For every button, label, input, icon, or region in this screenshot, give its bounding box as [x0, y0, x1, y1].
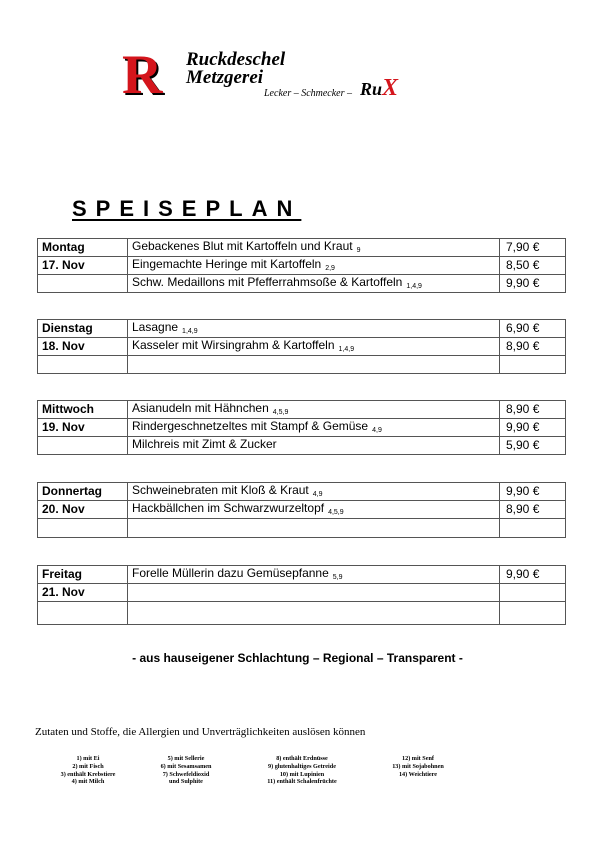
price-cell: 9,90 €: [500, 483, 566, 501]
dish-cell: [128, 566, 500, 584]
day-cell: 17. Nov: [38, 257, 128, 275]
price-cell: 6,90 €: [500, 320, 566, 338]
allergen-item: 1) mit Ei: [76, 755, 100, 762]
logo-tagline: Lecker – Schmecker –: [264, 88, 353, 99]
dish-cell: [128, 338, 500, 356]
menu-row: [38, 275, 566, 293]
day-cell: [38, 437, 128, 455]
allergen-item: 9) glutenhaltiges Getreide: [268, 762, 336, 770]
dish-cell: [128, 519, 500, 538]
allergen-item: 2) mit Fisch: [72, 762, 104, 770]
day-cell: Donnertag: [38, 483, 128, 501]
dish-name: Gebackenes Blut mit Kartoffeln und Kraut: [132, 239, 353, 253]
allergen-codes: 4,5,9: [272, 409, 289, 416]
menu-row: [38, 483, 566, 501]
dish-name: Milchreis mit Zimt & Zucker: [132, 437, 277, 451]
day-cell: [38, 602, 128, 625]
allergen-item: 8) enthält Erdnüsse: [276, 755, 328, 762]
price-cell: [500, 584, 566, 602]
day-cell: Freitag: [38, 566, 128, 584]
dish-cell: [128, 584, 500, 602]
menu-row: [38, 257, 566, 275]
menu-row: [38, 419, 566, 437]
allergen-item: 10) mit Lupinien: [279, 770, 325, 778]
dish-cell: [128, 275, 500, 293]
day-cell: [38, 356, 128, 374]
allergen-item: 13) mit Sojabohnen: [392, 762, 444, 770]
menu-table-thursday: [37, 482, 566, 538]
dish-name: Schweinebraten mit Kloß & Kraut: [132, 483, 309, 497]
price-cell: [500, 519, 566, 538]
logo-letter: R: [122, 44, 161, 106]
menu-row: [38, 501, 566, 519]
allergen-codes: 1,4,9: [182, 328, 198, 335]
dish-cell: [128, 401, 500, 419]
menu-row: [38, 401, 566, 419]
dish-cell: [128, 483, 500, 501]
dish-cell: [128, 257, 500, 275]
day-cell: Montag: [38, 239, 128, 257]
menu-row: [38, 239, 566, 257]
day-cell: 19. Nov: [38, 419, 128, 437]
allergen-codes: 5,9: [332, 574, 343, 581]
allergen-item: 14) Weichtiere: [398, 770, 438, 778]
allergen-item: 12) mit Senf: [402, 755, 434, 762]
logo-rux-prefix: Ru: [360, 79, 383, 99]
price-cell: 9,90 €: [500, 566, 566, 584]
day-cell: Mittwoch: [38, 401, 128, 419]
dish-cell: [128, 602, 500, 625]
price-cell: 8,50 €: [500, 257, 566, 275]
page-title: SPEISEPLAN: [72, 196, 302, 221]
allergen-column: [146, 755, 226, 786]
menu-table-monday: [37, 238, 566, 293]
allergen-item: 3) enthält Krebstiere: [60, 770, 116, 778]
allergen-column: [252, 755, 352, 786]
day-cell: 21. Nov: [38, 584, 128, 602]
allergen-item: 11) enthält Schalenfrüchte: [267, 778, 337, 786]
dish-cell: [128, 320, 500, 338]
allergen-item: 4) mit Milch: [71, 778, 105, 786]
allergen-heading: Zutaten und Stoffe, die Allergien und Unverträglichkeiten auslösen können: [35, 726, 366, 738]
day-cell: [38, 519, 128, 538]
dish-cell: [128, 356, 500, 374]
allergen-item: 5) mit Sellerie: [167, 755, 205, 762]
allergen-codes: 2,9: [325, 265, 335, 272]
logo-rux-x: X: [382, 75, 399, 101]
dish-name: Hackbällchen im Schwarzwurzeltopf: [132, 501, 325, 515]
dish-name: Forelle Müllerin dazu Gemüsepfanne: [132, 566, 329, 580]
logo: [122, 44, 422, 110]
menu-row: [38, 519, 566, 538]
dish-name: Rindergeschnetzeltes mit Stampf & Gemüse: [132, 419, 369, 433]
price-cell: 5,90 €: [500, 437, 566, 455]
menu-row: [38, 356, 566, 374]
day-cell: [38, 275, 128, 293]
menu-table-wednesday: [37, 400, 566, 455]
price-cell: 9,90 €: [500, 419, 566, 437]
dish-cell: [128, 239, 500, 257]
menu-table-tuesday: [37, 319, 566, 374]
menu-row: [38, 320, 566, 338]
menu-row: [38, 602, 566, 625]
allergen-codes: 1,4,9: [406, 283, 422, 290]
allergen-item: 6) mit Sesamsamen: [160, 762, 212, 770]
dish-name: Lasagne: [132, 320, 179, 334]
allergen-codes: 1,4,9: [338, 346, 355, 353]
dish-name: Asianudeln mit Hähnchen: [132, 401, 269, 415]
allergen-item: und Sulphite: [169, 778, 203, 786]
dish-cell: [128, 419, 500, 437]
slogan: - aus hauseigener Schlachtung – Regional – Transparent -: [132, 651, 463, 665]
day-cell: Dienstag: [38, 320, 128, 338]
dish-name: Eingemachte Heringe mit Kartoffeln: [132, 257, 322, 271]
day-cell: 18. Nov: [38, 338, 128, 356]
price-cell: 8,90 €: [500, 401, 566, 419]
day-cell: 20. Nov: [38, 501, 128, 519]
logo-name-line2: Metzgerei: [186, 67, 264, 88]
menu-row: [38, 338, 566, 356]
logo-name-line1: Ruckdeschel: [186, 49, 286, 70]
price-cell: [500, 602, 566, 625]
menu-row: [38, 584, 566, 602]
price-cell: 9,90 €: [500, 275, 566, 293]
logo-rux: [360, 76, 398, 101]
dish-name: Schw. Medaillons mit Pfefferrahmsoße & Kartoffeln: [132, 275, 403, 289]
menu-row: [38, 437, 566, 455]
dish-cell: [128, 501, 500, 519]
allergen-codes: 4,9: [312, 491, 323, 498]
menu-row: [38, 566, 566, 584]
dish-name: Kasseler mit Wirsingrahm & Kartoffeln: [132, 338, 335, 352]
allergen-codes: 4,9: [372, 427, 382, 434]
menu-table-friday: [37, 565, 566, 625]
allergen-codes: 9: [356, 247, 361, 254]
dish-cell: [128, 437, 500, 455]
allergen-column: [378, 755, 458, 778]
price-cell: 8,90 €: [500, 501, 566, 519]
price-cell: 8,90 €: [500, 338, 566, 356]
price-cell: [500, 356, 566, 374]
allergen-item: 7) Schwefeldioxid: [162, 770, 210, 778]
allergen-codes: 4,5,9: [328, 509, 344, 516]
allergen-column: [48, 755, 128, 786]
price-cell: 7,90 €: [500, 239, 566, 257]
